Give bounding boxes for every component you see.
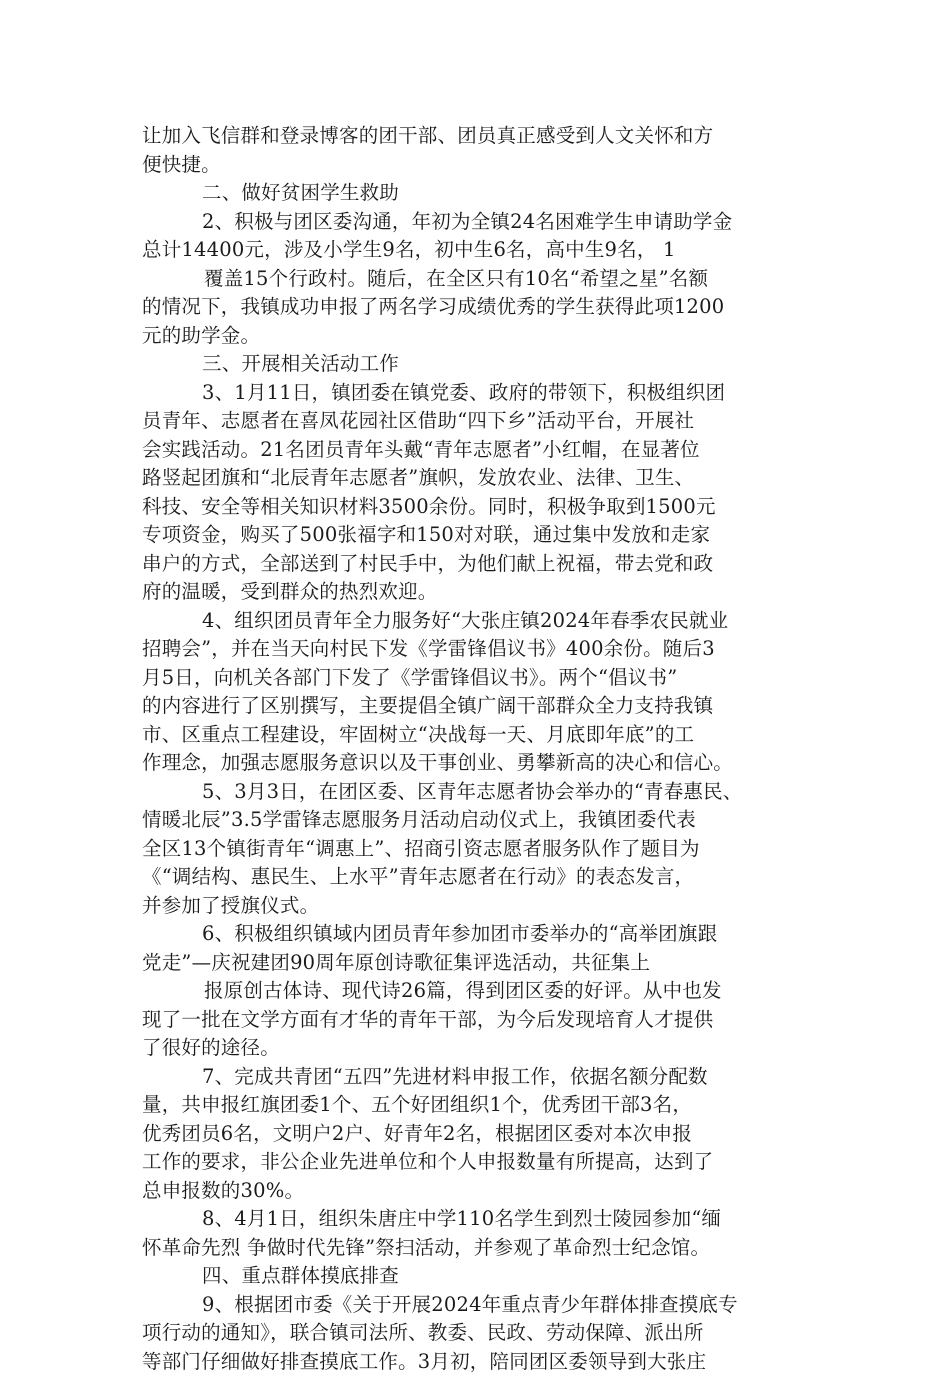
- text-line: 了很好的途径。: [142, 1034, 822, 1063]
- text-line: 报原创古体诗、现代诗26篇，得到团区委的好评。从中也发: [142, 977, 822, 1006]
- text-line: 项行动的通知》，联合镇司法所、教委、民政、劳动保障、派出所: [142, 1319, 822, 1348]
- text-line: 串户的方式，全部送到了村民手中，为他们献上祝福，带去党和政: [142, 550, 822, 579]
- text-line: 优秀团员6名，文明户2户、好青年2名，根据团区委对本次申报: [142, 1120, 822, 1149]
- text-line: 科技、安全等相关知识材料3500余份。同时，积极争取到1500元: [142, 493, 822, 522]
- text-line: 7、完成共青团“五四”先进材料申报工作，依据名额分配数: [142, 1063, 822, 1092]
- text-line: 让加入飞信群和登录博客的团干部、团员真正感受到人文关怀和方: [142, 122, 822, 151]
- text-line: 四、重点群体摸底排查: [142, 1262, 822, 1291]
- text-line: 总申报数的30%。: [142, 1177, 822, 1206]
- text-line: 专项资金，购买了500张福字和150对对联，通过集中发放和走家: [142, 521, 822, 550]
- text-line: 8、4月1日，组织朱唐庄中学110名学生到烈士陵园参加“缅: [142, 1205, 822, 1234]
- text-line: 招聘会”，并在当天向村民下发《学雷锋倡议书》400余份。随后3: [142, 635, 822, 664]
- text-line: 月5日，向机关各部门下发了《学雷锋倡议书》。两个“倡议书”: [142, 664, 822, 693]
- text-line: 5、3月3日，在团区委、区青年志愿者协会举办的“青春惠民、: [142, 778, 822, 807]
- text-line: 二、做好贫困学生救助: [142, 179, 822, 208]
- text-line: 作理念，加强志愿服务意识以及干事创业、勇攀新高的决心和信心。: [142, 749, 822, 778]
- text-line: 元的助学金。: [142, 322, 822, 351]
- text-line: 的内容进行了区别撰写，主要提倡全镇广阔干部群众全力支持我镇: [142, 692, 822, 721]
- text-line: 6、积极组织镇域内团员青年参加团市委举办的“高举团旗跟: [142, 920, 822, 949]
- text-line: 现了一批在文学方面有才华的青年干部，为今后发现培育人才提供: [142, 1006, 822, 1035]
- text-line: 便快捷。: [142, 151, 822, 180]
- text-line: 党走”—庆祝建团90周年原创诗歌征集评选活动，共征集上: [142, 949, 822, 978]
- text-line: 怀革命先烈 争做时代先锋”祭扫活动，并参观了革命烈士纪念馆。: [142, 1234, 822, 1263]
- text-line: 等部门仔细做好排查摸底工作。3月初，陪同团区委领导到大张庄: [142, 1348, 822, 1376]
- text-line: 府的温暖，受到群众的热烈欢迎。: [142, 578, 822, 607]
- text-line: 工作的要求，非公企业先进单位和个人申报数量有所提高，达到了: [142, 1148, 822, 1177]
- text-line: 覆盖15个行政村。随后，在全区只有10名“希望之星”名额: [142, 265, 822, 294]
- text-line: 9、根据团市委《关于开展2024年重点青少年群体排查摸底专: [142, 1291, 822, 1320]
- text-line: 会实践活动。21名团员青年头戴“青年志愿者”小红帽，在显著位: [142, 436, 822, 465]
- text-line: 情暖北辰”3.5学雷锋志愿服务月活动启动仪式上，我镇团委代表: [142, 806, 822, 835]
- text-line: 《“调结构、惠民生、上水平”青年志愿者在行动》的表态发言，: [142, 863, 822, 892]
- text-line: 三、开展相关活动工作: [142, 350, 822, 379]
- text-line: 3、1月11日，镇团委在镇党委、政府的带领下，积极组织团: [142, 379, 822, 408]
- text-line: 总计14400元，涉及小学生9名，初中生6名，高中生9名， 1: [142, 236, 822, 265]
- text-line: 4、组织团员青年全力服务好“大张庄镇2024年春季农民就业: [142, 607, 822, 636]
- text-line: 并参加了授旗仪式。: [142, 892, 822, 921]
- text-line: 路竖起团旗和“北辰青年志愿者”旗帜，发放农业、法律、卫生、: [142, 464, 822, 493]
- document-body: [142, 122, 822, 1376]
- text-line: 的情况下，我镇成功申报了两名学习成绩优秀的学生获得此项1200: [142, 293, 822, 322]
- text-line: 量，共申报红旗团委1个、五个好团组织1个，优秀团干部3名，: [142, 1091, 822, 1120]
- text-line: 2、积极与团区委沟通，年初为全镇24名困难学生申请助学金: [142, 208, 822, 237]
- text-line: 市、区重点工程建设，牢固树立“决战每一天、月底即年底”的工: [142, 721, 822, 750]
- text-line: 员青年、志愿者在喜凤花园社区借助“四下乡”活动平台，开展社: [142, 407, 822, 436]
- text-line: 全区13个镇街青年“调惠上”、招商引资志愿者服务队作了题目为: [142, 835, 822, 864]
